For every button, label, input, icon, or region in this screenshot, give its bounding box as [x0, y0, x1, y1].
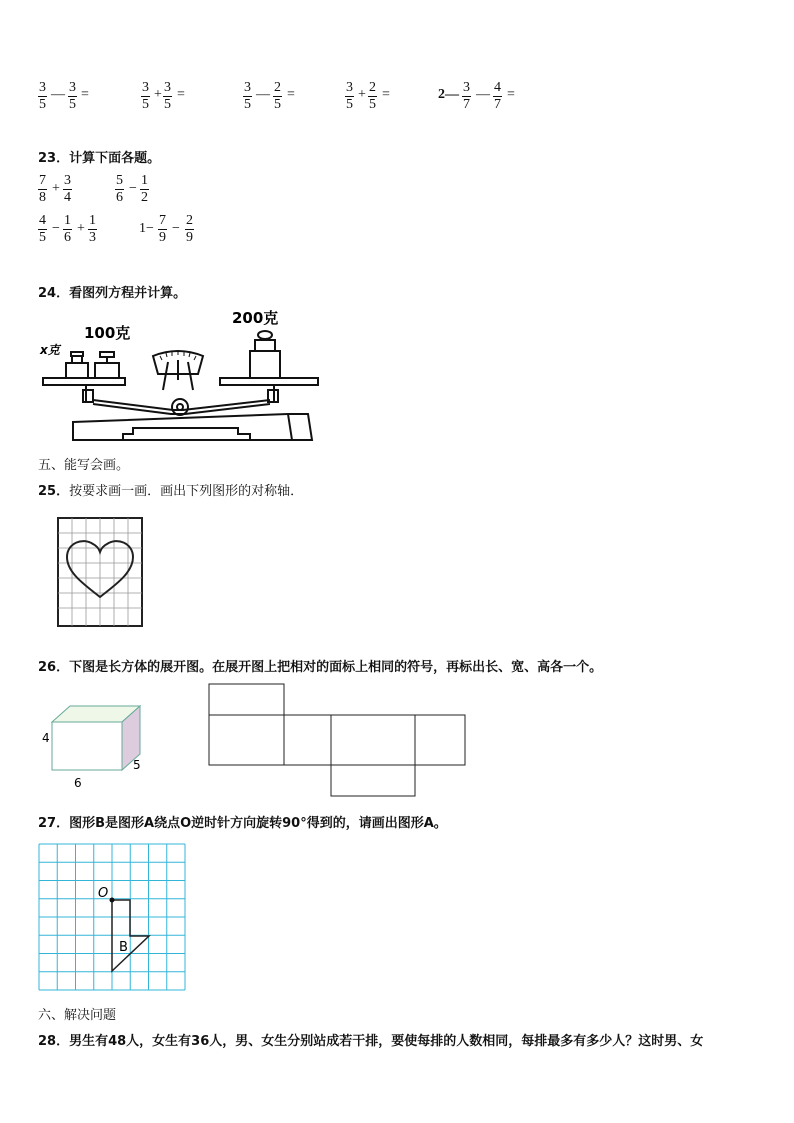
fraction: $\frac{3}{5}$ [164, 80, 171, 112]
operator: — [256, 87, 270, 102]
dim-width: 5 [133, 758, 141, 772]
fraction: $\frac{5}{6}$ [116, 173, 123, 205]
fraction: $\frac{3}{5}$ [69, 80, 76, 112]
equals-sign: = [287, 87, 295, 102]
section-6-heading: 六、解决问题 [38, 1008, 117, 1023]
equals-sign: = [177, 87, 185, 102]
equals-sign: = [382, 87, 390, 102]
dim-height: 4 [42, 731, 50, 745]
fraction: $\frac{3}{5}$ [244, 80, 251, 112]
operator: − [129, 181, 137, 196]
question-28: 28．男生有48人，女生有36人，男、女生分别站成若干排，要使每排的人数相同，每排最多有多少人？这时男、女 [38, 1034, 704, 1049]
label-200-gram: 200克 [232, 309, 279, 327]
equals-sign: = [81, 87, 89, 102]
operator: — [51, 87, 65, 102]
fraction: $\frac{3}{5}$ [142, 80, 149, 112]
fraction: $\frac{2}{5}$ [369, 80, 376, 112]
fraction: $\frac{3}{5}$ [39, 80, 46, 112]
point-o [110, 898, 115, 903]
leading-term: 1− [139, 221, 154, 236]
fraction: $\frac{2}{9}$ [186, 213, 193, 245]
question-27: 27．图形B是图形A绕点O逆时针方向旋转90°得到的，请画出图形A。 [38, 816, 447, 831]
cuboid-figure [38, 700, 148, 792]
equals-sign: = [507, 87, 515, 102]
operator: + [52, 181, 60, 196]
operator: + [154, 87, 162, 102]
operator: — [476, 87, 490, 102]
operator: + [358, 87, 366, 102]
label-x-gram: x克 [40, 343, 60, 357]
fraction: $\frac{3}{4}$ [64, 173, 71, 205]
question-24: 24．看图列方程并计算。 [38, 286, 187, 301]
weight-100 [95, 363, 119, 378]
fraction: $\frac{4}{7}$ [494, 80, 501, 112]
left-pan [43, 378, 125, 385]
label-100-gram: 100克 [84, 324, 131, 342]
fraction: $\frac{2}{5}$ [274, 80, 281, 112]
question-23: 23．计算下面各题。 [38, 151, 161, 166]
cuboid-front-face [52, 722, 122, 770]
label-o: O [98, 886, 109, 901]
fraction: $\frac{7}{9}$ [159, 213, 166, 245]
operator: − [172, 221, 180, 236]
dim-length: 6 [74, 776, 82, 790]
fraction: $\frac{3}{7}$ [463, 80, 470, 112]
right-pan [220, 378, 318, 385]
heart-grid-figure [55, 515, 145, 629]
cuboid-net-figure [205, 680, 470, 800]
net-face-top [209, 684, 284, 715]
fraction: $\frac{3}{5}$ [346, 80, 353, 112]
net-face-1 [209, 715, 284, 765]
question-26: 26．下图是长方体的展开图。在展开图上把相对的面标上相同的符号，再标出长、宽、高各一个。 [38, 660, 603, 675]
rotation-grid-figure [38, 843, 188, 993]
net-face-2 [284, 715, 331, 765]
weight-x [66, 363, 88, 378]
net-face-4 [415, 715, 465, 765]
label-b: B [119, 940, 128, 955]
balance-scale-figure [38, 302, 328, 447]
fraction: $\frac{1}{6}$ [64, 213, 71, 245]
net-face-3 [331, 715, 415, 765]
fraction: $\frac{1}{2}$ [141, 173, 148, 205]
fraction: $\frac{7}{8}$ [39, 173, 46, 205]
operator: − [52, 221, 60, 236]
section-5-heading: 五、能写会画。 [38, 458, 130, 473]
fraction: $\frac{4}{5}$ [39, 213, 46, 245]
leading-term: 2— [438, 87, 459, 102]
weight-200 [250, 351, 280, 378]
question-25: 25．按要求画一画．画出下列图形的对称轴． [38, 484, 304, 499]
net-face-bottom [331, 765, 415, 796]
operator: + [77, 221, 85, 236]
fraction: $\frac{1}{3}$ [89, 213, 96, 245]
